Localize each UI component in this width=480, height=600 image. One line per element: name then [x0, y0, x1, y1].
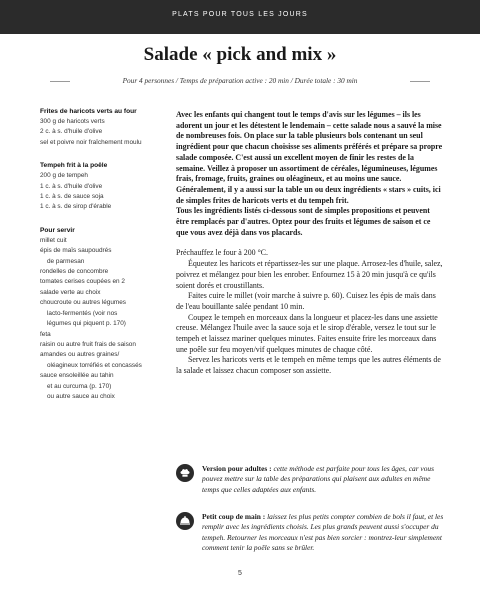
- ingredient-item: 1 c. à s. de sirop d'érable: [40, 203, 112, 211]
- ingredient-item: 300 g de haricots verts: [40, 118, 105, 125]
- ingredient-group-heading: Tempeh frit à la poêle: [40, 162, 108, 170]
- section-header-band: [0, 0, 480, 34]
- intro-paragraph: Avec les enfants qui changent tout le temps d'avis sur les légumes – ils les adorent un jour et les détestent le lendemain – cette salade nous a sauvé la mise de nombreuses fois. On place sur la table plusieurs bols contenant un seul ingrédient pour que chacun choisisse ses aliments préférés et prépare sa propre salade composée. C'est aussi un excellent moyen de finir les restes de la semaine. Veillez à proposer un assortiment de céréales, légumineuses, légumes frais, fromage, fruits, graines ou oléagineux, et au moins une sauce. Généralement, il y a aussi sur la table un ou deux ingrédients « stars » cuits, ici de simples frites de haricots verts et du tempeh frit.: [176, 110, 443, 205]
- step-paragraph: Servez les haricots verts et le tempeh en même temps que les autres éléments de la salade et laissez chacun composer son assiette.: [176, 355, 441, 376]
- meta-rule-right: [410, 81, 430, 82]
- ingredient-item: 1 c. à s. de sauce soja: [40, 193, 104, 201]
- ingredient-item: rondelles de concombre: [40, 268, 109, 276]
- spacer: [176, 238, 444, 248]
- ingredient-group-green-beans: [40, 106, 170, 148]
- step-paragraph: Faites cuire le millet (voir marche à suivre p. 60). Cuisez les épis de maïs dans de l'eau bouillante salée pendant 10 min.: [176, 291, 436, 311]
- ingredients-sidebar: [40, 106, 170, 414]
- tip-text: [202, 512, 446, 554]
- ingredient-item: légumes qui piquent p. 170): [47, 320, 126, 328]
- ingredient-item: choucroute ou autres légumes: [40, 299, 126, 307]
- ingredient-item: salade verte au choix: [40, 288, 101, 296]
- ingredient-item: de parmesan: [47, 257, 85, 265]
- tip-text: [202, 464, 446, 495]
- intro-paragraph-2: Tous les ingrédients listés ci-dessous sont de simples propositions et peuvent être remplacés par d'autres. Optez pour des fruits et légumes de saison et ce que vous avez déjà dans vos placards.: [176, 206, 431, 237]
- ingredient-item: épis de maïs saupoudrés: [40, 247, 112, 255]
- tip-label: Petit coup de main :: [202, 512, 266, 521]
- ingredient-item: raisin ou autre fruit frais de saison: [40, 340, 136, 348]
- ingredient-item: oléagineux torréfiés et concassés: [47, 361, 142, 369]
- step-paragraph: Équeutez les haricots et répartissez-les sur une plaque. Arrosez-les d'huile, salez, poivrez et mélangez pour bien les enrober. Enfournez 15 à 20 min jusqu'à ce qu'ils soient dorés et croustillants.: [176, 259, 443, 290]
- ingredient-item: 2 c. à s. d'huile d'olive: [40, 128, 103, 136]
- ingredient-item: et au curcuma (p. 170): [47, 382, 112, 390]
- recipe-meta-row: [50, 74, 430, 88]
- recipe-title: Salade « pick and mix »: [143, 44, 337, 65]
- ingredient-item: 1 c. à s. d'huile d'olive: [40, 182, 103, 190]
- recipe-body: [176, 110, 444, 377]
- ingredient-group-heading: Pour servir: [40, 226, 75, 234]
- meta-rule-left: [50, 81, 70, 82]
- ingredient-group-heading: Frites de haricots verts au four: [40, 108, 137, 115]
- ingredient-group-serving: [40, 225, 170, 403]
- ingredient-item: feta: [40, 330, 51, 338]
- tip-content: cette méthode est parfaite pour tous les âges, car vous pouvez mettre sur la table des préparations qui plaisent aux adultes en même temps que celles adaptées aux enfants.: [202, 464, 434, 494]
- ingredient-item: tomates cerises coupées en 2: [40, 278, 125, 286]
- section-title: PLATS POUR TOUS LES JOURS: [172, 11, 308, 18]
- page-number: 5: [238, 570, 242, 577]
- ingredient-item: millet cuit: [40, 236, 67, 244]
- tip-label: Version pour adultes :: [202, 464, 272, 473]
- ingredient-item: sauce ensoleillée au tahin: [40, 372, 114, 380]
- ingredient-item: amandes ou autres graines/: [40, 351, 120, 359]
- recipe-meta: Pour 4 personnes / Temps de préparation active : 20 min / Durée totale : 30 min: [122, 76, 358, 85]
- ingredient-item: lacto-fermentés (voir nos: [47, 309, 118, 317]
- cloche-icon: [176, 512, 194, 530]
- chef-hat-icon: [176, 464, 194, 482]
- tip-content: laissez les plus petits compter combien de bols il faut, et les remplir avec les ingrédients choisis. Les plus grands peuvent aussi s'occuper du tempeh. Retourner les morceaux n'est pas bien sorcier : montrez-leur simplement comment tenir la poêle sans se brûler.: [202, 512, 444, 553]
- ingredient-item: 200 g de tempeh: [40, 172, 88, 180]
- step-paragraph: Préchauffez le four à 200 °C.: [176, 248, 268, 258]
- ingredient-group-tempeh: [40, 160, 170, 213]
- ingredient-item: sel et poivre noir fraîchement moulu: [40, 138, 142, 146]
- ingredient-item: ou autre sauce au choix: [47, 392, 115, 400]
- step-paragraph: Coupez le tempeh en morceaux dans la longueur et placez-les dans une assiette creuse. Mélangez l'huile avec la sauce soja et le sirop d'érable, versez le tout sur le tempeh et laissez mariner quelques minutes. Faites ensuite frire les morceaux dans une poêle sur feu moyen/vif quelques minutes de chaque côté.: [176, 312, 438, 354]
